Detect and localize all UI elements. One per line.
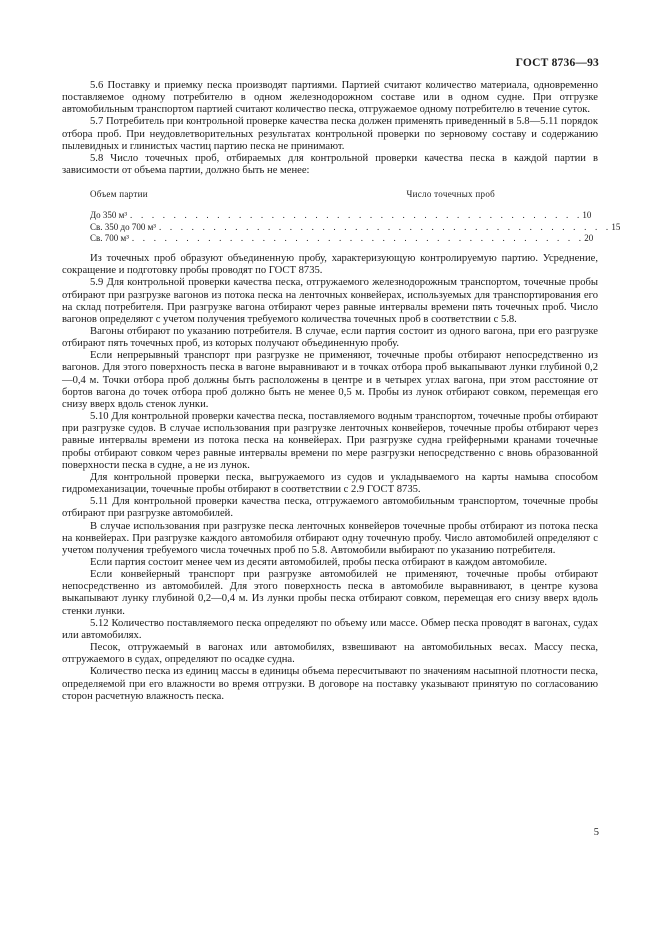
document-code-header: ГОСТ 8736—93 — [515, 57, 599, 69]
table-col-sample-count: Число точечных проб — [406, 189, 495, 200]
paragraph-wagons: Вагоны отбирают по указанию потребителя. В случае, если партия состоит из одного вагона, при его разгрузке отбирают пять точечных проб, из которых получают объединенную пробу. — [62, 326, 598, 350]
table-row-value: 10 — [582, 210, 592, 221]
table-row-value: 20 — [584, 232, 594, 243]
paragraph-5-6: 5.6 Поставку и приемку песка производят партиями. Партией считают количество материала, одновременно поставляемое одному потребителю в одном железнодорожном составе или в одном судне. При отгрузке автомобильным транспортом партией считают количество песка, отгружаемое одному потребителю в течение суток. — [62, 80, 598, 116]
paragraph-5-11: 5.11 Для контрольной проверки качества песка, отгружаемого автомобильным транспортом, точечные пробы отбирают при разгрузке автомобилей. — [62, 496, 598, 520]
paragraph-5-9: 5.9 Для контрольной проверки качества песка, отгружаемого железнодорожным транспортом, точечные пробы отбирают при разгрузке вагонов из потока песка на ленточных конвейерах, используемых для транспортирования его на склад потребителя. При разгрузке вагона отбирают через равные интервалы времени пять точечных проб. Число вагонов определяют с учетом получения требуемого количества точечных проб в соответствии с 5.8. — [62, 277, 598, 325]
paragraph-mass-to-volume: Количество песка из единиц массы в единицы объема пересчитывают по значениям насыпной плотности песка, определяемой при его влажности во время отгрузки. В договоре на поставку указывают принятую по согласованию сторон расчетную влажность песка. — [62, 666, 598, 702]
paragraph-5-10: 5.10 Для контрольной проверки качества песка, поставляемого водным транспортом, точечные пробы отбирают при разгрузке судов. В случае использования при разгрузке ленточных конвейеров, точечные пробы отбирают через равные интервалы времени из потока песка на конвейерах. При разгрузке судна грейферными кранами точечные пробы отбирают совком через равные интервалы времени по мере разгрузки непосредственно с вновь образованной поверхности песка в судне, а не из лунок. — [62, 411, 598, 471]
table-row — [90, 232, 594, 244]
table-row — [90, 221, 621, 233]
table-row-value: 15 — [611, 221, 621, 232]
paragraph-5-7: 5.7 Потребитель при контрольной проверке качества песка должен применять приведенный в 5.8—5.11 порядок отбора проб. При неудовлетворительных результатах контрольной проверки по зерновому составу и содержанию пылевидных и глинистых частиц партию песка не принимают. — [62, 116, 598, 152]
paragraph-conveyor-trucks: В случае использования при разгрузке песка ленточных конвейеров точечные пробы отбирают из потока песка на конвейерах. При разгрузке каждого автомобиля отбирают одну точечную пробу. Число автомобилей определяют с учетом получения требуемого числа точечных проб по 5.8. Автомобили выбирают по указанию потребителя. — [62, 520, 598, 556]
paragraph-5-12: 5.12 Количество поставляемого песка определяют по объему или массе. Обмер песка проводят в вагонах, судах или автомобилях. — [62, 617, 598, 641]
paragraph-under-ten-trucks: Если партия состоит менее чем из десяти автомобилей, пробы песка отбирают в каждом автомобиле. — [90, 556, 547, 568]
paragraph-hydromechanization: Для контрольной проверки песка, выгружаемого из судов и укладываемого на карты намыва способом гидромеханизации, точечные пробы отбирают в соответствии с 2.9 ГОСТ 8735. — [62, 471, 598, 496]
page-number: 5 — [593, 827, 599, 838]
table-row-label: Св. 350 до 700 м³ — [90, 221, 156, 232]
table-header — [90, 189, 495, 200]
document-body — [62, 80, 621, 703]
table-row-label: До 350 м³ — [90, 210, 128, 221]
leader-dots: . . . . . . . . . . . . . . . . . . . . . . . . . . . . . . . . . . . . . . . . . . — [131, 232, 585, 243]
paragraph-5-8: 5.8 Число точечных проб, отбираемых для контрольной проверки качества песка в каждой партии в зависимости от объема партии, должно быть не менее: — [62, 152, 598, 177]
paragraph-no-conveyor-trucks: Если конвейерный транспорт при разгрузке автомобилей не применяют, точечные пробы отбирают непосредственно из автомобилей. Для этого поверхность песка в автомобиле выравнивают, в центре кузова выкапывают лунку глубиной 0,2—0,4 м. Из лунки пробы песка отбирают совком, перемещая его снизу вверх вдоль стенки лунки. — [62, 569, 598, 617]
paragraph-weighing: Песок, отгружаемый в вагонах или автомобилях, взвешивают на автомобильных весах. Массу песка, отгружаемого в судах, определяют по осадке судна. — [62, 642, 598, 666]
paragraph-no-conveyor-wagons: Если непрерывный транспорт при разгрузке не применяют, точечные пробы отбирают непосредственно из вагонов. Для этого поверхность песка в вагоне выравнивают и в точках отбора проб выкапывают лунки глубиной 0,2—0,4 м. Точки отбора проб должны быть расположены в центре и в четырех углах вагона, при этом расстояние от бортов вагона до точек отбора проб должно быть не менее 0,5 м. Пробы из лунок отбирают совком, перемещая его снизу вверх вдоль стенок лунки. — [62, 350, 598, 410]
paragraph-combined-sample: Из точечных проб образуют объединенную пробу, характеризующую контролируемую партию. Усреднение, сокращение и подготовку пробы проводят по ГОСТ 8735. — [62, 253, 598, 277]
leader-dots: . . . . . . . . . . . . . . . . . . . . . . . . . . . . . . . . . . . . . . . . . . — [130, 210, 583, 221]
table-col-batch-volume: Объем партии — [90, 189, 148, 200]
leader-dots: . . . . . . . . . . . . . . . . . . . . . . . . . . . . . . . . . . . . . . . . . . — [158, 221, 612, 232]
table-row — [90, 210, 592, 221]
table-row-label: Св. 700 м³ — [90, 232, 129, 243]
sample-count-table — [90, 189, 621, 244]
